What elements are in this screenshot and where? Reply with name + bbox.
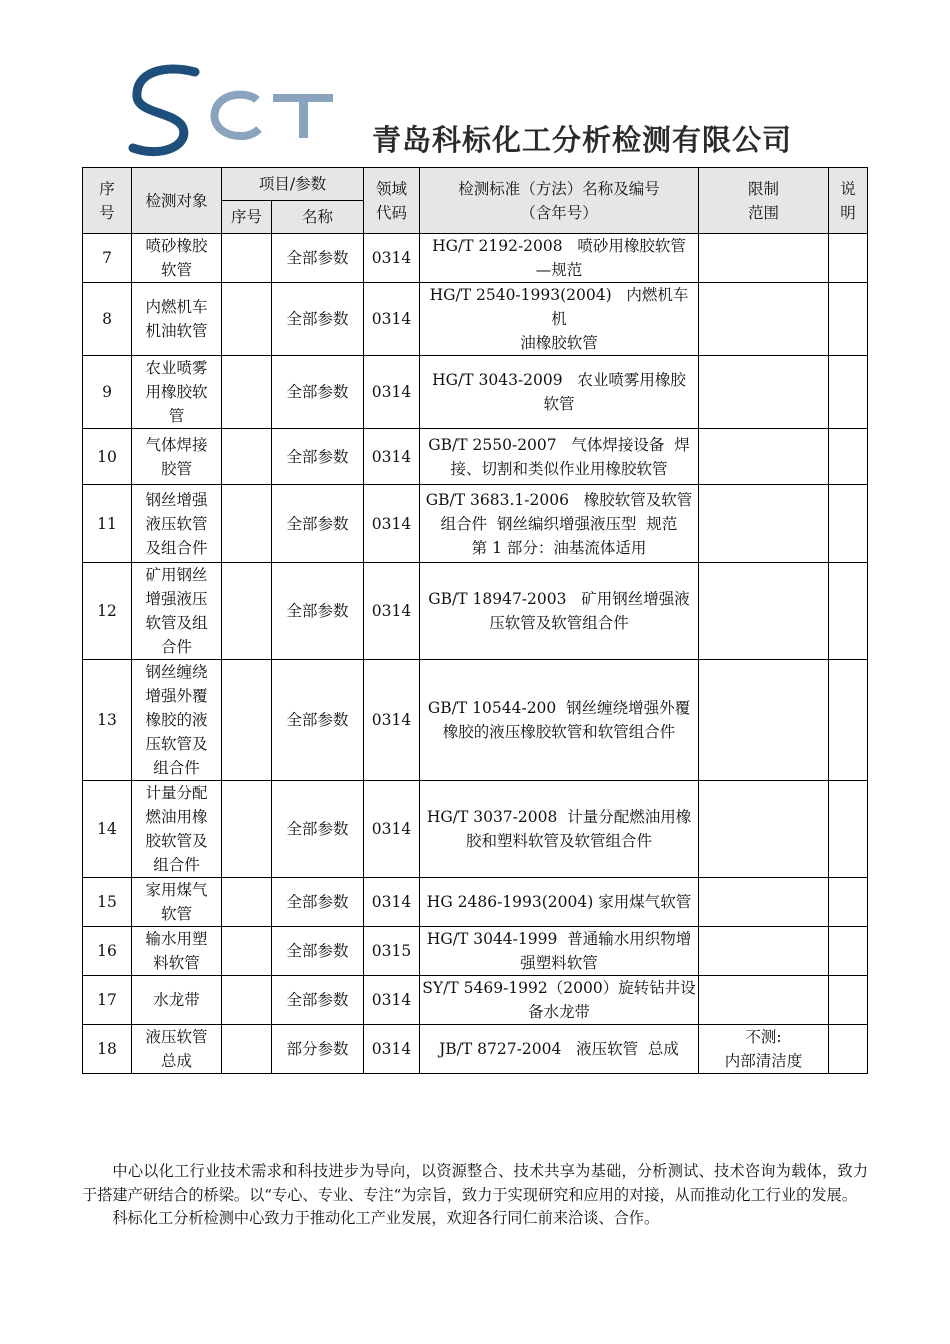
header-object: 检测对象 [132, 168, 222, 234]
cell-standard: HG/T 3043-2009 农业喷雾用橡胶 软管 [420, 356, 699, 429]
cell-seq: 11 [83, 485, 132, 563]
table-row [83, 1025, 868, 1074]
cell-object: 钢丝增强 液压软管 及组合件 [132, 485, 222, 563]
cell-seq: 10 [83, 429, 132, 485]
cell-seq: 16 [83, 927, 132, 976]
table-row [83, 660, 868, 781]
cell-seq: 18 [83, 1025, 132, 1074]
header-item-seq: 序号 [222, 201, 272, 234]
cell-standard: SY/T 5469-1992（2000）旋转钻井设 备水龙带 [420, 976, 699, 1025]
table-row [83, 563, 868, 660]
cell-note [829, 660, 868, 781]
cell-note [829, 1025, 868, 1074]
cell-seq: 12 [83, 563, 132, 660]
cell-limit [699, 781, 829, 878]
table-row [83, 234, 868, 283]
cell-item-seq [222, 927, 272, 976]
cell-object: 农业喷雾 用橡胶软 管 [132, 356, 222, 429]
cell-item-seq [222, 234, 272, 283]
cell-object: 水龙带 [132, 976, 222, 1025]
cell-item-name: 全部参数 [272, 234, 364, 283]
cell-code: 0314 [364, 234, 420, 283]
cell-item-seq [222, 976, 272, 1025]
cell-item-name: 全部参数 [272, 429, 364, 485]
table-row [83, 927, 868, 976]
header-item-name: 名称 [272, 201, 364, 234]
cell-note [829, 356, 868, 429]
cell-seq: 8 [83, 283, 132, 356]
table-row [83, 781, 868, 878]
cell-limit [699, 234, 829, 283]
header-seq: 序 号 [83, 168, 132, 234]
page-header [0, 0, 950, 168]
cell-item-name: 全部参数 [272, 878, 364, 927]
cell-object: 矿用钢丝 增强液压 软管及组 合件 [132, 563, 222, 660]
cell-standard: HG/T 3044-1999 普通输水用织物增 强塑料软管 [420, 927, 699, 976]
cell-item-name: 全部参数 [272, 976, 364, 1025]
cell-code: 0314 [364, 429, 420, 485]
cell-item-name: 全部参数 [272, 485, 364, 563]
cell-item-name: 全部参数 [272, 781, 364, 878]
cell-standard: GB/T 18947-2003 矿用钢丝增强液 压软管及软管组合件 [420, 563, 699, 660]
cell-item-seq [222, 563, 272, 660]
header-domain-code: 领域 代码 [364, 168, 420, 234]
table-row [83, 878, 868, 927]
cell-object: 计量分配 燃油用橡 胶软管及 组合件 [132, 781, 222, 878]
cell-code: 0314 [364, 660, 420, 781]
cell-item-seq [222, 283, 272, 356]
cell-seq: 15 [83, 878, 132, 927]
cell-object: 家用煤气 软管 [132, 878, 222, 927]
cell-object: 喷砂橡胶 软管 [132, 234, 222, 283]
cell-limit [699, 927, 829, 976]
cell-object: 输水用塑 料软管 [132, 927, 222, 976]
cell-limit [699, 563, 829, 660]
header-limit: 限制 范围 [699, 168, 829, 234]
cell-item-name: 全部参数 [272, 563, 364, 660]
cell-item-seq [222, 660, 272, 781]
cell-seq: 7 [83, 234, 132, 283]
cell-note [829, 429, 868, 485]
cell-note [829, 781, 868, 878]
cell-note [829, 927, 868, 976]
footer-paragraph-1: 中心以化工行业技术需求和科技进步为导向，以资源整合、技术共享为基础，分析测试、技术咨询为载体，致力于搭建产研结合的桥梁。以“专心、专业、专注“为宗旨，致力于实现研究和应用的对接，从而推动化工行业的发展。 [82, 1162, 868, 1204]
table-row [83, 429, 868, 485]
cell-item-name: 部分参数 [272, 1025, 364, 1074]
cell-note [829, 878, 868, 927]
standards-table [82, 167, 868, 1074]
cell-item-name: 全部参数 [272, 660, 364, 781]
cell-standard: JB/T 8727-2004 液压软管 总成 [420, 1025, 699, 1074]
cell-note [829, 283, 868, 356]
cell-limit [699, 283, 829, 356]
cell-standard: HG 2486-1993(2004) 家用煤气软管 [420, 878, 699, 927]
table-row [83, 356, 868, 429]
cell-limit [699, 660, 829, 781]
cell-item-seq [222, 781, 272, 878]
cell-limit [699, 356, 829, 429]
cell-seq: 13 [83, 660, 132, 781]
cell-limit [699, 878, 829, 927]
cell-note [829, 563, 868, 660]
table-row [83, 485, 868, 563]
cell-code: 0314 [364, 976, 420, 1025]
cell-note [829, 976, 868, 1025]
cell-item-name: 全部参数 [272, 356, 364, 429]
cell-code: 0314 [364, 283, 420, 356]
cell-limit [699, 429, 829, 485]
cell-standard: GB/T 3683.1-2006 橡胶软管及软管 组合件 钢丝编织增强液压型 规范 第 1 部分：油基流体适用 [420, 485, 699, 563]
cell-code: 0314 [364, 1025, 420, 1074]
header-note: 说 明 [829, 168, 868, 234]
cell-object: 液压软管 总成 [132, 1025, 222, 1074]
cell-note [829, 234, 868, 283]
table-row [83, 283, 868, 356]
cell-item-name: 全部参数 [272, 927, 364, 976]
cell-note [829, 485, 868, 563]
cell-standard: HG/T 2192-2008 喷砂用橡胶软管 —规范 [420, 234, 699, 283]
cell-seq: 9 [83, 356, 132, 429]
cell-item-seq [222, 1025, 272, 1074]
footer-paragraph-2: 科标化工分析检测中心致力于推动化工产业发展，欢迎各行同仁前来洽谈、合作。 [112, 1209, 660, 1227]
cell-limit: 不测: 内部清洁度 [699, 1025, 829, 1074]
cell-item-seq [222, 878, 272, 927]
cell-standard: GB/T 2550-2007 气体焊接设备 焊 接、切割和类似作业用橡胶软管 [420, 429, 699, 485]
cell-standard: HG/T 2540-1993(2004) 内燃机车机 油橡胶软管 [420, 283, 699, 356]
cell-object: 内燃机车 机油软管 [132, 283, 222, 356]
cell-item-seq [222, 429, 272, 485]
cell-seq: 14 [83, 781, 132, 878]
footer-text [82, 1160, 868, 1231]
company-name: 青岛科标化工分析检测有限公司 [372, 123, 793, 157]
cell-standard: GB/T 10544-200 钢丝缠绕增强外覆 橡胶的液压橡胶软管和软管组合件 [420, 660, 699, 781]
cell-limit [699, 485, 829, 563]
cell-item-seq [222, 485, 272, 563]
cell-seq: 17 [83, 976, 132, 1025]
cell-object: 钢丝缠绕 增强外覆 橡胶的液 压软管及 组合件 [132, 660, 222, 781]
table-row [83, 976, 868, 1025]
cell-code: 0314 [364, 563, 420, 660]
cell-code: 0314 [364, 356, 420, 429]
cell-code: 0314 [364, 781, 420, 878]
cell-code: 0314 [364, 878, 420, 927]
header-standard: 检测标准（方法）名称及编号 （含年号） [420, 168, 699, 234]
cell-limit [699, 976, 829, 1025]
cell-code: 0315 [364, 927, 420, 976]
cell-object: 气体焊接 胶管 [132, 429, 222, 485]
cell-code: 0314 [364, 485, 420, 563]
cell-item-name: 全部参数 [272, 283, 364, 356]
sct-logo [125, 62, 345, 162]
header-item-param: 项目/参数 [222, 168, 364, 201]
cell-item-seq [222, 356, 272, 429]
cell-standard: HG/T 3037-2008 计量分配燃油用橡 胶和塑料软管及软管组合件 [420, 781, 699, 878]
